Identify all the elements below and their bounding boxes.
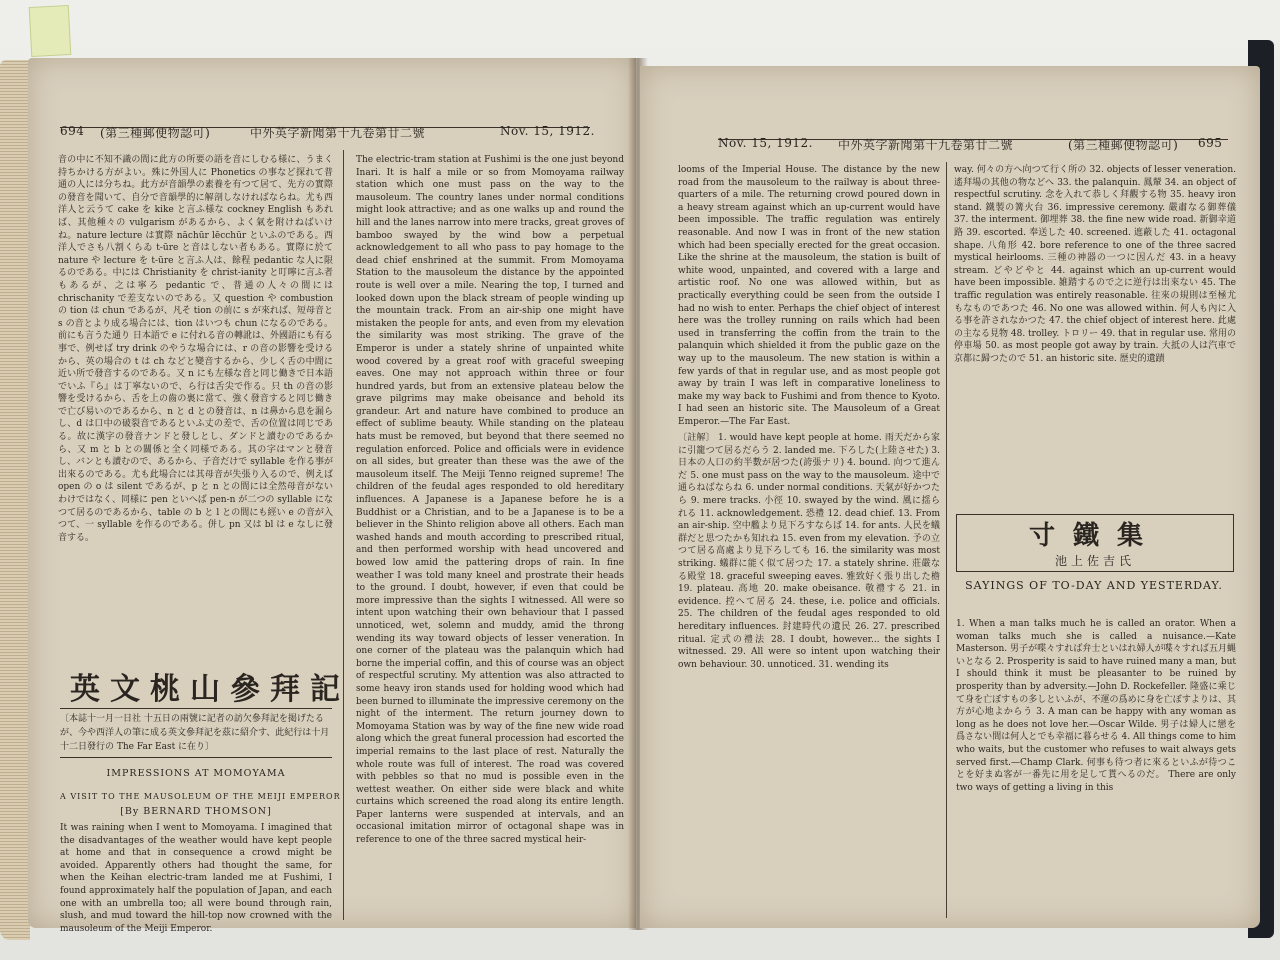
- annotation-notes: 〔註解〕 1. would have kept people at home. 雨天だから家に引籠つて居るだらう 2. landed me. 下ろした(上陸させた) 3. 日本の人口の約半數が居つた(誇張ナリ) 4. bound. 向つて進んだ 5. one must pass on the way to the mausoleum. 途中で通らねばならね 6. under normal conditions. 天氣が好かつたら 9. mere tracks. 小徑 10. swayed by the wind. 風に揺られる 11. acknowledgement. 恐禮 12. dead chief. 13. From an air-ship. 空中艦より見下ろすならば 14. for ants. 人民を蟻群だと思つたかも知れね 15. even from my elevation. 予の立つて居る高處より見下ろしても 16. the similarity was most striking. 蟻群に能く似て居つた 17. a stately shrine. 莊嚴なる殿堂 18. graceful sweeping eaves. 雅致好く張り出した檐 19. plateau. 高地 20. make obeisance. 敬禮する 21. in evidence. 控へて居る 24. these, i.e. police and officials. 25. The children of the feudal ages responded to old hereditary influences. 封建時代の遺民 26. 27. prescribed ritual. 定式の禮法 28. I doubt, however... the sights I witnessed. 29. All were so intent upon watching their own behaviour. 30. unnoticed. 31. wending its: [678, 433, 940, 670]
- paragraph: looms of the Imperial House. The distance by the new road from the mausoleum to the railway is about three-quarters of a mile. The returning crowd poured down in a heavy stream against which an up-current would have been impossible. The traffic regulation was entirely reasonable. And now I was in front of the new station which had been specially erected for the great occasion. Like the shrine at the mausoleum, the station is built of white wood, unpainted, and covered with a large and artistic roof. No one was allowed within, but as practically everything could be seen from the outside I had no wish to enter. Perhaps the chief object of interest here was the trolley running on rails which had been used in transferring the coffin from the train to the palanquin which shielded it from the public gaze on the way up to the mausoleum. The new station is within a few yards of that in regular use, and as most people got away by train I was left in comparative loneliness to make my way back to Fushimi and from thence to Kyoto. I had seen an historic site. The Mausoleum of a Great Emperor.—The Far East.: [678, 165, 940, 427]
- article-subtitle: A VISIT TO THE MAUSOLEUM OF THE MEIJI EMPEROR: [60, 792, 341, 801]
- publication-title: 中外英字新聞第十九卷第廿二號: [250, 126, 426, 140]
- left-col-japanese: [58, 154, 333, 644]
- right-page: [640, 66, 1260, 928]
- postal-permit: (第三種郵便物認可): [100, 126, 211, 140]
- left-col-english: [356, 154, 624, 922]
- sticky-tab: [29, 5, 72, 57]
- article-title-japanese: 英文桃山參拜記: [70, 672, 350, 707]
- article-body-start: [60, 822, 332, 934]
- byline: [By BERNARD THOMSON]: [120, 806, 272, 817]
- right-col-notes-cont: [954, 164, 1236, 504]
- right-col-english: [678, 164, 940, 427]
- postal-permit: (第三種郵便物認可): [1068, 138, 1179, 152]
- issue-date: Nov. 15, 1912.: [500, 124, 595, 138]
- left-page: [28, 58, 636, 934]
- paragraph: The electric-tram station at Fushimi is the one just beyond Inari. It is half a mile or so from Momoyama railway station which one must pass on the way to the mausoleum. The country lanes under normal conditions might look attractive; and as one walks up and round the hill and the lanes narrow into mere tracks, great groves of bamboo swayed by the wind bow a perpetual acknowledgement to all who pass to pay homage to the dead chief enshrined at the summit. From Momoyama Station to the mausoleum the distance by the appointed route is well over a mile. Nearing the top, I turned and looked down upon the black stream of people winding up the mountain track. From an air-ship one might have mistaken the people for ants, and even from my elevation the similarity was most striking. The grave of the Emperor is under a stately shrine of unpainted white wood covered by a great roof with graceful sweeping eaves. One may not approach within three or four hundred yards, but from an extensive plateau below the grave pilgrims may make obeisance and behold its grandeur. Art and nature have combined to produce an effect of sublime beauty. While standing on the plateau hats must be removed, but beyond that there seemed no regulation enforced. Police and officials were in evidence on all sides, but greater than these was the awe of the mausoleum itself. The Meiji Tenno reigned supreme! The children of the feudal ages responded to old hereditary influences. A Japanese is a Japanese before he is a Buddhist or a Christian, and to be a Japanese is to be a believer in the Shinto religion above all others. Each man washed hands and mouth according to prescribed ritual, and then performed worship with head uncovered and bowed low amid the pattering drops of rain. In fine weather I was told many kneel and prostrate their heads to the ground. I doubt, however, if even that could be more impressive than the sights I witnessed. All were so intent upon watching their own behaviour that I passed unnoticed, wet, solemn and muddy, amid the throng wending its way toward objects of lesser veneration. In one corner of the plateau was the palanquin which had borne the imperial coffin, and this of course was an object of respectful scrutiny. My attention was also attracted to some heavy iron stands used for holding wood which had been burned to illuminate the impressive ceremony on the night of the interment. The return journey down to Momoyama Station was by way of the fine new wide road along which the great funeral procession had escorted the imperial remains to the last place of rest. Naturally the whole route was full of interest. The road was covered with pebbles so that no mud is possible even in the wettest weather. On either side were black and white curtains which screened the road along its entire length. Paper lanterns were suspended at intervals, and an occasional imitation mirror of octagonal shape was in reference to one of the three sacred mystical heir-: [356, 155, 624, 846]
- page-edges: [0, 60, 30, 940]
- right-page-header: [718, 136, 1228, 152]
- article-title-english: IMPRESSIONS AT MOMOYAMA: [106, 768, 286, 779]
- page-number: 694: [60, 124, 85, 138]
- sayings-title: SAYINGS OF TO-DAY AND YESTERDAY.: [965, 579, 1223, 592]
- issue-date: Nov. 15, 1912.: [718, 136, 813, 150]
- annotation-notes: way. 何々の方へ向つて行く所の 32. objects of lesser veneration. 遙拜場の其他の物などへ 33. the palanquin. 鳳輦 34. an object of respectful scrutiny. 念を入れて恭しく拜觀する物 35. heavy iron stand. 鐵製の篝火台 36. impressive ceremony. 嚴肅なる御葬儀 37. the interment. 御埋葬 38. the fine new wide road. 新御幸道路 39. escorted. 奉送した 40. screened. 遮蔽した 41. octagonal shape. 八角形 42. bore reference to one of the three sacred mystical heirlooms. 三種の神器の一つに因んだ 43. in a heavy stream. どやどやと 44. against which an up-current would have been impossible. 雑踏するので之に逆行は出來ない 45. The traffic regulation was entirely reasonable. 往來の規則は至極尤もなものであつた 46. No one was allowed within. 何人も內に入る事を許されなかつた 47. the chief object of interest here. 此處の主なる見物 48. trolley. トロリー 49. that in regular use. 常用の停車場 50. as most people got away by train. 大抵の人は汽車で京都に歸つたので 51. an historic site. 歴史的遺蹟: [954, 165, 1236, 364]
- left-page-header: [60, 124, 595, 140]
- column-divider: [343, 150, 344, 920]
- sayings-body: [956, 618, 1236, 914]
- column-author: 池上佐吉氏: [1054, 554, 1135, 568]
- paragraph: 音の中に不知不識の間に此方の所要の語を音にしむる様に、うまく持ちかける方がよい。殊に外国人に Phonetics の事など探れて普通の人には分ちね。此方が音韻學の素養を有つて居て、先方の實際の發音を聞いて、自分で音韻學的に解剖しなければならね。尤も西洋人と云うて cake を kike と言ふ様な cockney English もあれば、其他種々の vulgarism があるから、よく氣を附けねばいけね。nature lecture は實際 nāchūr lēcchūr といふのである。西洋人でさも八割くらゐ t-ūre と音はしない者もある。實際に於て nature や lecture を t-ūre と言ふ人は、餘程 pedantic な人に限るのである。中には Christianity を christ-ianity と叮嚀に言ふ者もあるが、之は寧ろ pedantic で、普通の人々の間には chrischanity で差支ないのである。又 question や combustion の tion は chun であるが、凡そ tion の前に s が來れば、短母音と s の音とより成る場合には、tion はいつも chun になるのである。前にも言うた通り 日本語で e に付れる音の轉訛は、外國語にも有る事で、例せば try drink のやうな場合には、r の音の影響を受けるから、英の場合の t は ch などと變音するから、少しく舌の中間に近い所で發音するのである。又 n にも左様な音と同じ働きで日本語でいふ『ら』は丁寧ないので、ら行は舌尖で作る。只 th の音の影響を受けるから、舌を上の齒の裏に當て、強く發音すると同じ働きで亡び易いのであるから、n と d との發音は、n は鼻から息を漏らし、d は口中の破裂音であるといふ丈の差で、舌の位置は同じである。故に漢字の發音ナンドと發しとし、ダンドと讀むのであるから、又 m と b との關係と全く同様である。其の字はマンと發音し、バンとも讀むので、あるから、子音だけで syllable を作る事が出來るのである。尤も此場合には其母音が失張り入るので、例えば open の o は silent であるが、p と n との間には全然母音がないわけではなく、同様に pen といへば pen-n が二つの syllable になつて居るのであるから、table の b と l との間にも經い e の音が入つて、一 syllable を作るのである。併し pn 又は bl は e なしに發音する。: [58, 155, 333, 543]
- right-col-notes: [678, 432, 940, 912]
- column-heading-box: [956, 514, 1234, 572]
- editor-note: 〔本誌十一月一日社 十五日の兩號に記者の訪欠參拜記を掲げたるが、今や西洋人の筆に成る英文參拜記を茲に紹介す、此紀行は十月十二日發行の The Far East に在り〕: [60, 708, 332, 758]
- page-number: 695: [1198, 136, 1223, 150]
- column-divider: [946, 162, 947, 918]
- paragraph: 1. When a man talks much he is called an orator. When a woman talks much she is called a nuisance.—Kate Masterson. 男子が喋々すれば弁士といはれ婦人が喋々すれば五月蝿いとなる 2. Prosperity is said to have ruined many a man, but I should think it must be pleasanter to be ruined by prosperity than by adversity.—John D. Rockefeller. 隆盛に乘じて身を亡ぼすもの多しといふが、不運の爲めに身を亡ぼすよりは、其方が心地よからう 3. A man can be happy with any woman as long as he does not love her.—Oscar Wilde. 男子は婦人に戀を爲さない間は何人とでも幸福に暮らせる 4. All things come to him who waits, but the customer who refuses to wait always gets served first.—Champ Clark. 何事も待つ者に來るといふが待つことを好まぬ客が一番先に用を足して貰へるのだ。 There are only two ways of getting a living in this: [956, 619, 1236, 793]
- paragraph: It was raining when I went to Momoyama. I imagined that the disadvantages of the weather would have kept people at home and that in consequence a crowd might be avoided. Apparently others had thought the same, for when the Keihan electric-tram landed me at Fushimi, I found approximately half the population of Japan, and each one with an umbrella too; all were bound through rain, slush, and mud toward the hill-top now crowned with the mausoleum of the Meiji Emperor.: [60, 823, 332, 934]
- column-title: 寸鐵集: [1028, 521, 1161, 551]
- publication-title: 中外英字新聞第十九卷第廿二號: [838, 138, 1014, 152]
